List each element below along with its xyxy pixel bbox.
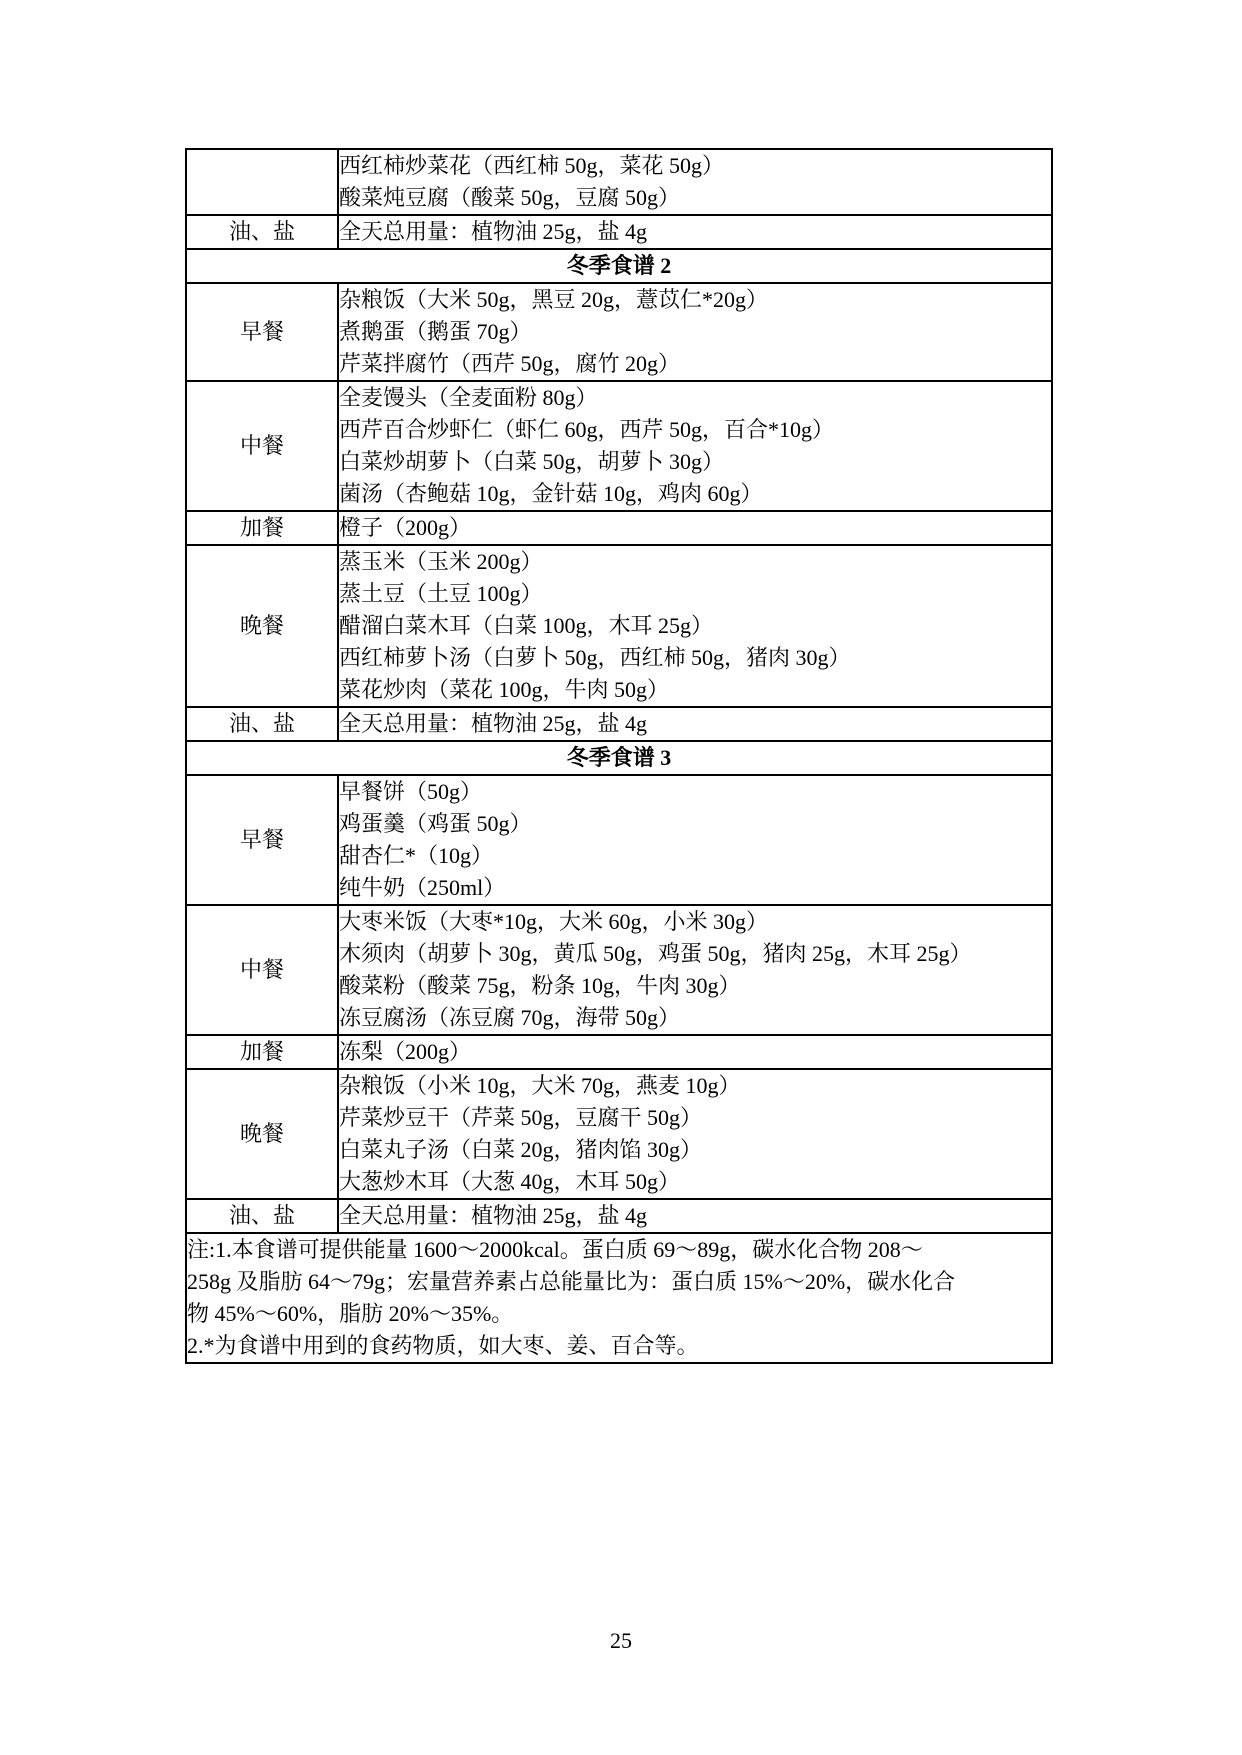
dish-line: 芹菜炒豆干（芹菜 50g，豆腐干 50g） bbox=[339, 1105, 703, 1130]
dish-line: 西芹百合炒虾仁（虾仁 60g，西芹 50g，百合*10g） bbox=[339, 417, 835, 442]
meal-label-cell: 加餐 bbox=[186, 511, 338, 545]
recipe-table bbox=[185, 148, 1053, 1364]
dish-line: 全麦馒头（全麦面粉 80g） bbox=[339, 385, 598, 410]
meal-dishes-cell bbox=[338, 905, 1052, 1035]
dish-line: 冻豆腐汤（冻豆腐 70g，海带 50g） bbox=[339, 1005, 681, 1030]
note-line: 注:1.本食谱可提供能量 1600～2000kcal。蛋白质 69～89g，碳水化合物 208～ bbox=[187, 1237, 923, 1262]
dish-line: 醋溜白菜木耳（白菜 100g，木耳 25g） bbox=[339, 613, 714, 638]
table-row bbox=[186, 1069, 1052, 1199]
table-row bbox=[186, 511, 1052, 545]
meal-label-cell: 油、盐 bbox=[186, 707, 338, 741]
section-header-row bbox=[186, 741, 1052, 775]
meal-label-cell: 加餐 bbox=[186, 1035, 338, 1069]
dish-line: 全天总用量：植物油 25g，盐 4g bbox=[339, 711, 648, 736]
meal-label-cell: 早餐 bbox=[186, 775, 338, 905]
note-line: 2.*为食谱中用到的食药物质，如大枣、姜、百合等。 bbox=[187, 1333, 699, 1358]
meal-dishes-cell bbox=[338, 707, 1052, 741]
meal-dishes-cell bbox=[338, 283, 1052, 381]
table-row bbox=[186, 283, 1052, 381]
table-row bbox=[186, 545, 1052, 707]
dish-line: 鸡蛋羹（鸡蛋 50g） bbox=[339, 811, 532, 836]
meal-label-cell: 油、盐 bbox=[186, 1199, 338, 1233]
dish-line: 蒸玉米（玉米 200g） bbox=[339, 549, 543, 574]
dish-line: 芹菜拌腐竹（西芹 50g，腐竹 20g） bbox=[339, 351, 681, 376]
recipe-table-body bbox=[186, 149, 1052, 1363]
dish-line: 木须肉（胡萝卜 30g，黄瓜 50g，鸡蛋 50g，猪肉 25g，木耳 25g） bbox=[339, 941, 972, 966]
meal-dishes-cell bbox=[338, 775, 1052, 905]
dish-line: 全天总用量：植物油 25g，盐 4g bbox=[339, 219, 648, 244]
notes-cell bbox=[186, 1233, 1052, 1363]
dish-line: 蒸土豆（土豆 100g） bbox=[339, 581, 543, 606]
table-row bbox=[186, 215, 1052, 249]
table-row bbox=[186, 381, 1052, 511]
section-header-row bbox=[186, 249, 1052, 283]
meal-dishes-cell bbox=[338, 149, 1052, 215]
dish-line: 甜杏仁*（10g） bbox=[339, 843, 494, 868]
dish-line: 西红柿萝卜汤（白萝卜 50g，西红柿 50g，猪肉 30g） bbox=[339, 645, 851, 670]
dish-line: 西红柿炒菜花（西红柿 50g，菜花 50g） bbox=[339, 153, 725, 178]
meal-dishes-cell bbox=[338, 1069, 1052, 1199]
table-row bbox=[186, 905, 1052, 1035]
meal-label-cell: 中餐 bbox=[186, 905, 338, 1035]
section-header: 冬季食谱 2 bbox=[186, 249, 1052, 283]
meal-dishes-cell bbox=[338, 381, 1052, 511]
table-row bbox=[186, 1199, 1052, 1233]
section-header: 冬季食谱 3 bbox=[186, 741, 1052, 775]
table-row bbox=[186, 1035, 1052, 1069]
dish-line: 杂粮饭（大米 50g，黑豆 20g，薏苡仁*20g） bbox=[339, 287, 769, 312]
dish-line: 大葱炒木耳（大葱 40g，木耳 50g） bbox=[339, 1169, 681, 1194]
meal-label-cell: 晚餐 bbox=[186, 1069, 338, 1199]
dish-line: 冻梨（200g） bbox=[339, 1039, 472, 1064]
meal-label-cell: 中餐 bbox=[186, 381, 338, 511]
page-number: 25 bbox=[610, 1628, 632, 1653]
meal-dishes-cell bbox=[338, 1199, 1052, 1233]
dish-line: 白菜炒胡萝卜（白菜 50g，胡萝卜 30g） bbox=[339, 449, 725, 474]
dish-line: 全天总用量：植物油 25g，盐 4g bbox=[339, 1203, 648, 1228]
note-line: 物 45%～60%，脂肪 20%～35%。 bbox=[187, 1301, 514, 1326]
meal-label-cell: 晚餐 bbox=[186, 545, 338, 707]
table-row bbox=[186, 149, 1052, 215]
dish-line: 白菜丸子汤（白菜 20g，猪肉馅 30g） bbox=[339, 1137, 703, 1162]
dish-line: 杂粮饭（小米 10g，大米 70g，燕麦 10g） bbox=[339, 1073, 741, 1098]
dish-line: 菜花炒肉（菜花 100g，牛肉 50g） bbox=[339, 677, 670, 702]
meal-label-cell: 油、盐 bbox=[186, 215, 338, 249]
meal-label-cell bbox=[186, 149, 338, 215]
table-row bbox=[186, 775, 1052, 905]
dish-line: 煮鹅蛋（鹅蛋 70g） bbox=[339, 319, 532, 344]
dish-line: 早餐饼（50g） bbox=[339, 779, 483, 804]
notes-row bbox=[186, 1233, 1052, 1363]
note-line: 258g 及脂肪 64～79g；宏量营养素占总能量比为：蛋白质 15%～20%，碳水化合 bbox=[187, 1269, 956, 1294]
meal-dishes-cell bbox=[338, 1035, 1052, 1069]
dish-line: 菌汤（杏鲍菇 10g，金针菇 10g，鸡肉 60g） bbox=[339, 481, 763, 506]
dish-line: 橙子（200g） bbox=[339, 515, 472, 540]
meal-dishes-cell bbox=[338, 511, 1052, 545]
meal-label-cell: 早餐 bbox=[186, 283, 338, 381]
table-row bbox=[186, 707, 1052, 741]
meal-dishes-cell bbox=[338, 545, 1052, 707]
dish-line: 酸菜粉（酸菜 75g，粉条 10g，牛肉 30g） bbox=[339, 973, 741, 998]
dish-line: 纯牛奶（250ml） bbox=[339, 875, 506, 900]
dish-line: 大枣米饭（大枣*10g，大米 60g，小米 30g） bbox=[339, 909, 769, 934]
meal-dishes-cell bbox=[338, 215, 1052, 249]
dish-line: 酸菜炖豆腐（酸菜 50g，豆腐 50g） bbox=[339, 185, 681, 210]
